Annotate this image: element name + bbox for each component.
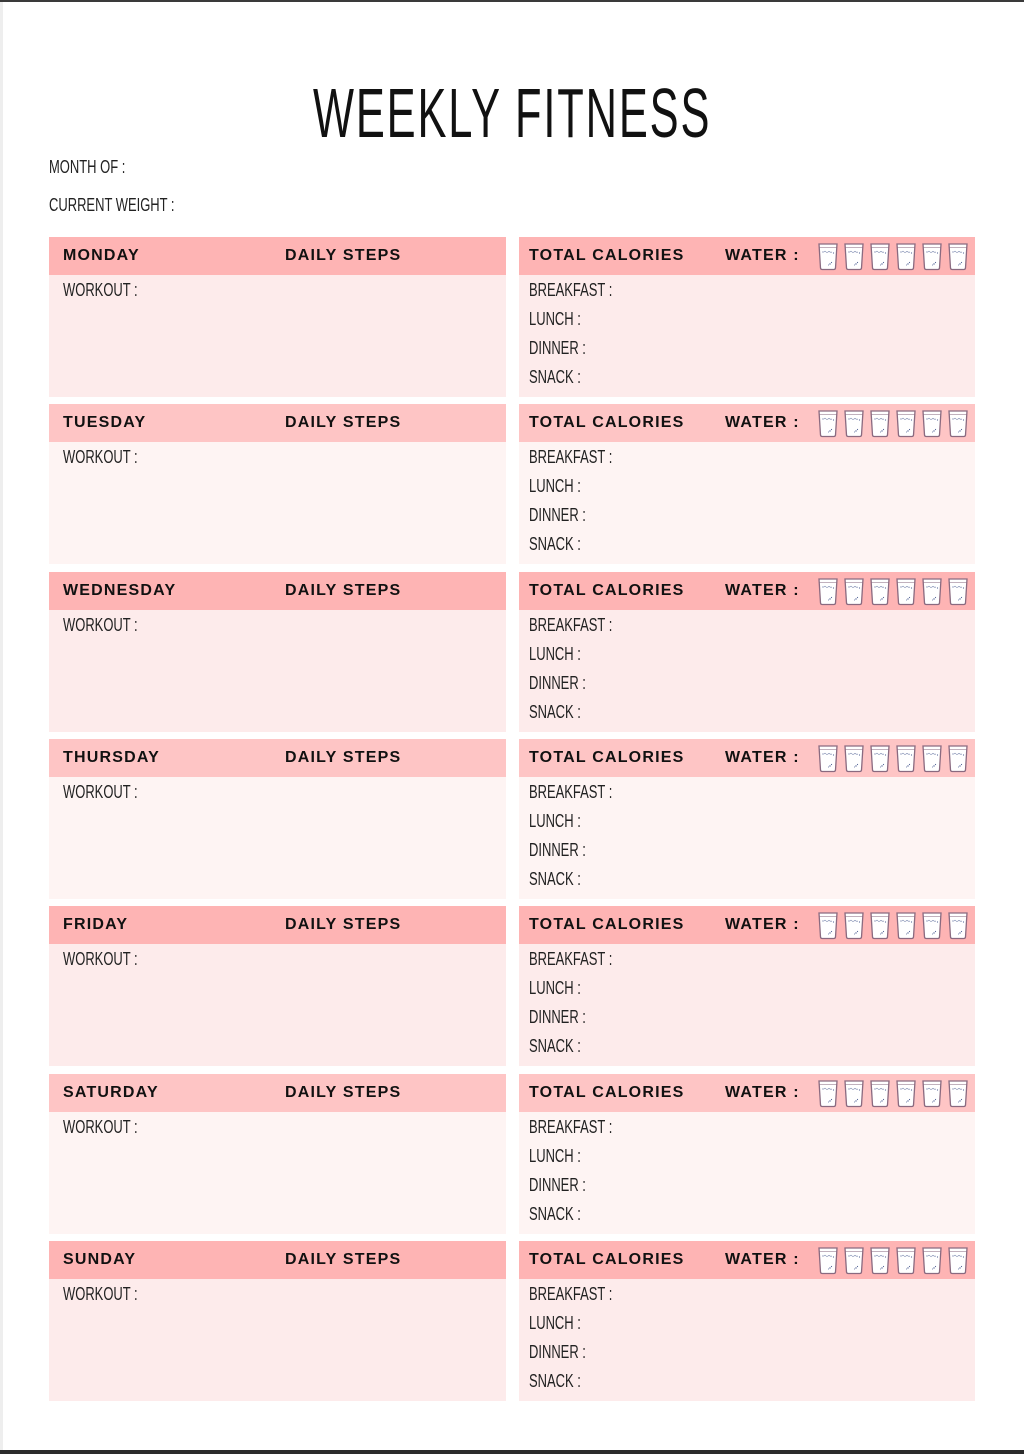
bottom-border <box>0 1450 1024 1454</box>
workout-header <box>49 1241 506 1279</box>
water-tracker <box>817 576 969 606</box>
daily-steps-label[interactable]: DAILY STEPS <box>285 916 402 933</box>
lunch-field[interactable]: LUNCH : <box>529 476 581 496</box>
water-glass-icon[interactable] <box>843 1078 865 1108</box>
snack-field[interactable]: SNACK : <box>529 869 581 889</box>
nutrition-header <box>519 237 975 275</box>
workout-block <box>49 906 506 1066</box>
workout-block <box>49 1241 506 1401</box>
water-tracker <box>817 408 969 438</box>
water-tracker <box>817 241 969 271</box>
water-label: WATER : <box>725 247 800 264</box>
water-glass-icon[interactable] <box>817 743 839 773</box>
water-glass-icon[interactable] <box>947 743 969 773</box>
dinner-field[interactable]: DINNER : <box>529 840 586 860</box>
month-of-field[interactable]: MONTH OF : <box>49 157 126 177</box>
water-glass-icon[interactable] <box>895 408 917 438</box>
total-calories-label[interactable]: TOTAL CALORIES <box>529 582 685 599</box>
meals-body <box>519 1279 975 1401</box>
water-glass-icon[interactable] <box>921 576 943 606</box>
water-glass-icon[interactable] <box>869 1245 891 1275</box>
lunch-field[interactable]: LUNCH : <box>529 309 581 329</box>
workout-block <box>49 739 506 899</box>
water-glass-icon[interactable] <box>869 743 891 773</box>
water-glass-icon[interactable] <box>921 1245 943 1275</box>
water-glass-icon[interactable] <box>921 241 943 271</box>
water-glass-icon[interactable] <box>843 1245 865 1275</box>
water-glass-icon[interactable] <box>817 1078 839 1108</box>
meals-body <box>519 944 975 1066</box>
lunch-field[interactable]: LUNCH : <box>529 1146 581 1166</box>
breakfast-field[interactable]: BREAKFAST : <box>529 949 613 969</box>
breakfast-field[interactable]: BREAKFAST : <box>529 447 613 467</box>
water-label: WATER : <box>725 1251 800 1268</box>
day-name: WEDNESDAY <box>63 582 177 599</box>
workout-label: WORKOUT : <box>63 280 138 300</box>
total-calories-label[interactable]: TOTAL CALORIES <box>529 1084 685 1101</box>
workout-label: WORKOUT : <box>63 949 138 969</box>
total-calories-label[interactable]: TOTAL CALORIES <box>529 749 685 766</box>
meals-body <box>519 275 975 397</box>
water-tracker <box>817 1245 969 1275</box>
water-glass-icon[interactable] <box>895 576 917 606</box>
workout-block <box>49 572 506 732</box>
water-glass-icon[interactable] <box>947 576 969 606</box>
day-row-sunday <box>49 1241 975 1401</box>
water-glass-icon[interactable] <box>869 1078 891 1108</box>
daily-steps-label[interactable]: DAILY STEPS <box>285 1251 402 1268</box>
workout-block <box>49 1074 506 1234</box>
nutrition-header <box>519 906 975 944</box>
water-glass-icon[interactable] <box>947 1245 969 1275</box>
workout-header <box>49 739 506 777</box>
workout-header <box>49 404 506 442</box>
water-glass-icon[interactable] <box>921 910 943 940</box>
daily-steps-label[interactable]: DAILY STEPS <box>285 247 402 264</box>
water-tracker <box>817 743 969 773</box>
water-glass-icon[interactable] <box>843 408 865 438</box>
water-label: WATER : <box>725 916 800 933</box>
nutrition-header <box>519 1241 975 1279</box>
nutrition-block <box>519 739 975 899</box>
water-label: WATER : <box>725 414 800 431</box>
workout-body[interactable] <box>49 1279 506 1401</box>
nutrition-header <box>519 739 975 777</box>
water-label: WATER : <box>725 749 800 766</box>
water-glass-icon[interactable] <box>895 743 917 773</box>
workout-header <box>49 572 506 610</box>
water-glass-icon[interactable] <box>921 408 943 438</box>
day-name: THURSDAY <box>63 749 161 766</box>
day-row-saturday <box>49 1074 975 1234</box>
breakfast-field[interactable]: BREAKFAST : <box>529 280 613 300</box>
day-name: MONDAY <box>63 247 140 264</box>
dinner-field[interactable]: DINNER : <box>529 1175 586 1195</box>
water-glass-icon[interactable] <box>817 241 839 271</box>
water-glass-icon[interactable] <box>817 910 839 940</box>
day-row-thursday <box>49 739 975 899</box>
nutrition-block <box>519 1241 975 1401</box>
day-name: SUNDAY <box>63 1251 137 1268</box>
water-glass-icon[interactable] <box>843 743 865 773</box>
water-label: WATER : <box>725 582 800 599</box>
snack-field[interactable]: SNACK : <box>529 702 581 722</box>
nutrition-block <box>519 404 975 564</box>
day-name: FRIDAY <box>63 916 129 933</box>
water-glass-icon[interactable] <box>869 576 891 606</box>
water-glass-icon[interactable] <box>895 1245 917 1275</box>
top-border <box>0 0 1024 2</box>
current-weight-field[interactable]: CURRENT WEIGHT : <box>49 195 175 215</box>
water-glass-icon[interactable] <box>843 241 865 271</box>
total-calories-label[interactable]: TOTAL CALORIES <box>529 247 685 264</box>
dinner-field[interactable]: DINNER : <box>529 505 586 525</box>
nutrition-block <box>519 1074 975 1234</box>
water-glass-icon[interactable] <box>843 576 865 606</box>
total-calories-label[interactable]: TOTAL CALORIES <box>529 916 685 933</box>
dinner-field[interactable]: DINNER : <box>529 1007 586 1027</box>
workout-label: WORKOUT : <box>63 782 138 802</box>
workout-label: WORKOUT : <box>63 1284 138 1304</box>
water-glass-icon[interactable] <box>843 910 865 940</box>
page-title: WEEKLY FITNESS <box>312 73 712 152</box>
water-glass-icon[interactable] <box>895 1078 917 1108</box>
breakfast-field[interactable]: BREAKFAST : <box>529 1284 613 1304</box>
snack-field[interactable]: SNACK : <box>529 534 581 554</box>
water-glass-icon[interactable] <box>895 910 917 940</box>
daily-steps-label[interactable]: DAILY STEPS <box>285 1084 402 1101</box>
workout-header <box>49 1074 506 1112</box>
water-tracker <box>817 1078 969 1108</box>
snack-field[interactable]: SNACK : <box>529 1204 581 1224</box>
nutrition-block <box>519 237 975 397</box>
left-border <box>0 2 3 1450</box>
nutrition-block <box>519 906 975 1066</box>
day-row-friday <box>49 906 975 1066</box>
total-calories-label[interactable]: TOTAL CALORIES <box>529 1251 685 1268</box>
workout-body[interactable] <box>49 442 506 564</box>
workout-label: WORKOUT : <box>63 1117 138 1137</box>
snack-field[interactable]: SNACK : <box>529 1371 581 1391</box>
snack-field[interactable]: SNACK : <box>529 1036 581 1056</box>
lunch-field[interactable]: LUNCH : <box>529 1313 581 1333</box>
water-glass-icon[interactable] <box>921 743 943 773</box>
daily-steps-label[interactable]: DAILY STEPS <box>285 414 402 431</box>
day-row-wednesday <box>49 572 975 732</box>
breakfast-field[interactable]: BREAKFAST : <box>529 1117 613 1137</box>
workout-body[interactable] <box>49 944 506 1066</box>
workout-body[interactable] <box>49 777 506 899</box>
dinner-field[interactable]: DINNER : <box>529 1342 586 1362</box>
lunch-field[interactable]: LUNCH : <box>529 644 581 664</box>
daily-steps-label[interactable]: DAILY STEPS <box>285 749 402 766</box>
nutrition-header <box>519 572 975 610</box>
nutrition-block <box>519 572 975 732</box>
meals-body <box>519 610 975 732</box>
breakfast-field[interactable]: BREAKFAST : <box>529 782 613 802</box>
water-glass-icon[interactable] <box>817 576 839 606</box>
meals-body <box>519 442 975 564</box>
water-glass-icon[interactable] <box>869 910 891 940</box>
workout-label: WORKOUT : <box>63 615 138 635</box>
breakfast-field[interactable]: BREAKFAST : <box>529 615 613 635</box>
dinner-field[interactable]: DINNER : <box>529 673 586 693</box>
lunch-field[interactable]: LUNCH : <box>529 978 581 998</box>
water-glass-icon[interactable] <box>869 241 891 271</box>
water-glass-icon[interactable] <box>947 408 969 438</box>
water-label: WATER : <box>725 1084 800 1101</box>
workout-body[interactable] <box>49 610 506 732</box>
water-glass-icon[interactable] <box>869 408 891 438</box>
water-glass-icon[interactable] <box>947 1078 969 1108</box>
workout-block <box>49 237 506 397</box>
water-glass-icon[interactable] <box>817 1245 839 1275</box>
nutrition-header <box>519 404 975 442</box>
water-glass-icon[interactable] <box>947 910 969 940</box>
water-glass-icon[interactable] <box>947 241 969 271</box>
total-calories-label[interactable]: TOTAL CALORIES <box>529 414 685 431</box>
water-glass-icon[interactable] <box>895 241 917 271</box>
day-name: SATURDAY <box>63 1084 159 1101</box>
water-tracker <box>817 910 969 940</box>
workout-block <box>49 404 506 564</box>
snack-field[interactable]: SNACK : <box>529 367 581 387</box>
day-name: TUESDAY <box>63 414 147 431</box>
daily-steps-label[interactable]: DAILY STEPS <box>285 582 402 599</box>
day-row-tuesday <box>49 404 975 564</box>
meals-body <box>519 777 975 899</box>
nutrition-header <box>519 1074 975 1112</box>
lunch-field[interactable]: LUNCH : <box>529 811 581 831</box>
workout-header <box>49 906 506 944</box>
workout-body[interactable] <box>49 1112 506 1234</box>
dinner-field[interactable]: DINNER : <box>529 338 586 358</box>
workout-label: WORKOUT : <box>63 447 138 467</box>
day-row-monday <box>49 237 975 397</box>
meals-body <box>519 1112 975 1234</box>
workout-header <box>49 237 506 275</box>
workout-body[interactable] <box>49 275 506 397</box>
water-glass-icon[interactable] <box>921 1078 943 1108</box>
water-glass-icon[interactable] <box>817 408 839 438</box>
